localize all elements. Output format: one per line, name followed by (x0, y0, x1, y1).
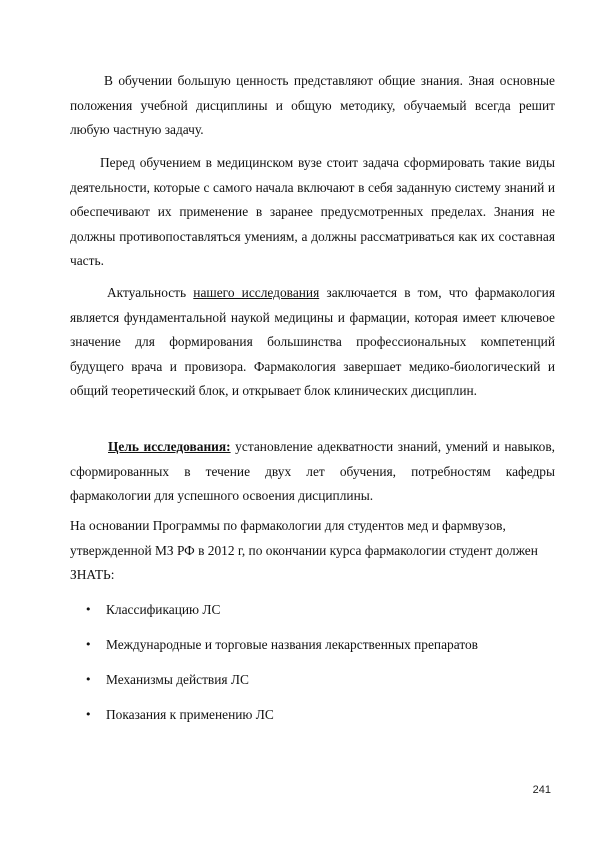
knowledge-list (85, 598, 478, 738)
paragraph-general-knowledge: В обучении большую ценность представляют общие знания. Зная основные положения учебной дисциплины и общую методику, обучаемый всегда решит любую частную задачу. (70, 73, 555, 138)
relevance-text-before: Актуальность (107, 285, 194, 300)
list-item (85, 633, 478, 668)
research-goal-text: установление адекватности знаний, умений и навыков, сформированных в течение двух лет обучения, потребностям кафедры фармакологии для успешного освоения дисциплины. (70, 439, 555, 504)
bullet-icon: • (85, 603, 92, 616)
relevance-text-after: заключается в том, что фармакология является фундаментальной наукой медицины и фармации, которая имеет ключевое значение для формирования большинства профессиональных компетенций будущего врача и провизора. Фармакология завершает медико-биологический и общий теоретический блок, и открывает блок клинических дисциплин. (70, 285, 555, 399)
list-item-text: Механизмы действия ЛС (106, 672, 249, 687)
paragraph-medical-education-task: Перед обучением в медицинском вузе стоит задача сформировать такие виды деятельности, которые с самого начала включают в себя заданную систему знаний и обеспечивают их применение в заранее предусмотренных пределах. Знания не должны противопоставляться умениям, а должны рассматриваться как их составная часть. (70, 155, 555, 269)
list-item (85, 598, 478, 633)
paragraph-research-goal (70, 435, 555, 509)
paragraph-program-requirements: На основании Программы по фармакологии для студентов мед и фармвузов, утвержденной МЗ РФ в 2012 г, по окончании курса фармакологии студент должен ЗНАТЬ: (70, 518, 538, 583)
paragraph-relevance (70, 281, 555, 404)
underlined-our-research: нашего исследования (193, 285, 320, 300)
page-number: 241 (532, 784, 551, 796)
list-item (85, 703, 478, 738)
list-item-text: Показания к применению ЛС (106, 707, 274, 722)
list-item (85, 668, 478, 703)
bullet-icon: • (85, 638, 92, 651)
list-item-text: Классификацию ЛС (106, 602, 221, 617)
list-item-text: Международные и торговые названия лекарственных препаратов (106, 637, 479, 652)
bullet-icon: • (85, 708, 92, 721)
research-goal-label: Цель исследования: (108, 439, 231, 454)
bullet-icon: • (85, 673, 92, 686)
